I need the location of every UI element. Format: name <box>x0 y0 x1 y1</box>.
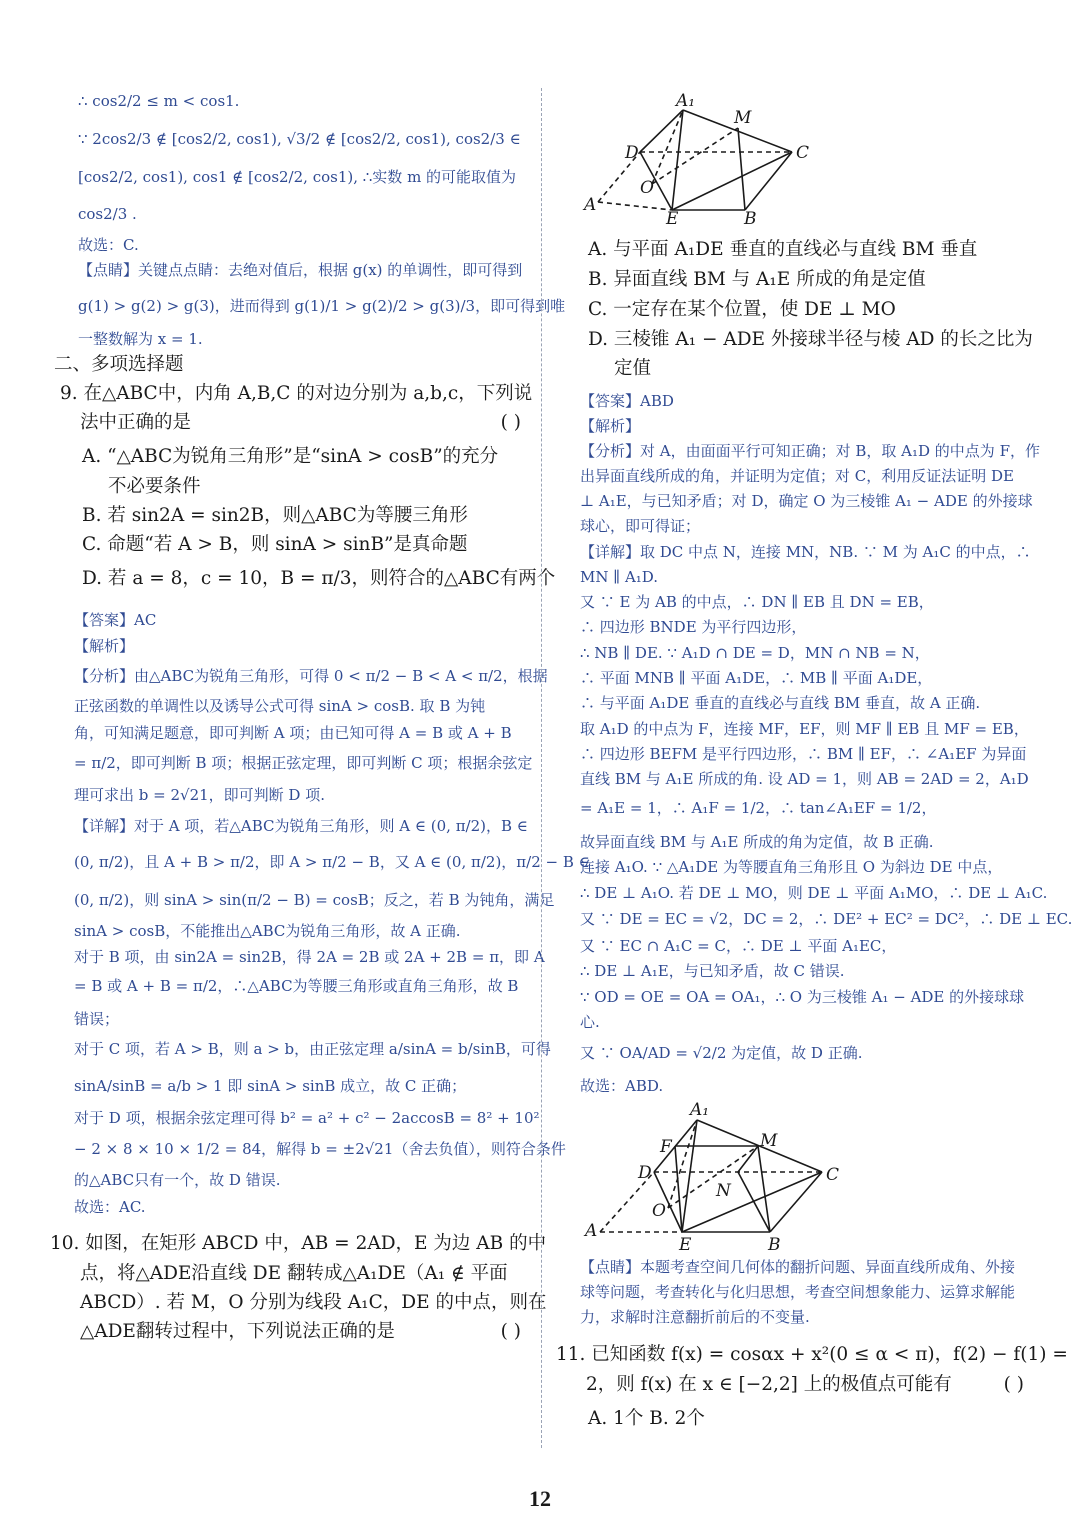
right-text-line <box>580 1283 1015 1301</box>
right-text-line <box>580 442 1040 460</box>
left-text-line <box>82 568 555 590</box>
edge-BC <box>770 1172 822 1232</box>
line-text: 【点睛】本题考查空间几何体的翻折问题、异面直线所成角、外接 <box>580 1258 1016 1276</box>
line-text: 又 ∵ E 为 AB 的中点，∴ DN ∥ EB 且 DN = EB， <box>580 593 934 611</box>
edge-OM <box>652 128 738 184</box>
line-text: 故异面直线 BM 与 A₁E 所成的角为定值，故 B 正确. <box>580 833 934 851</box>
line-text: 一整数解为 x = 1. <box>78 330 203 348</box>
label-O: O <box>652 1201 666 1221</box>
label-D: D <box>638 1163 652 1183</box>
line-text: 【解析】 <box>580 417 641 435</box>
line-text: 球等问题，考查转化与化归思想，考查空间想象能力、运算求解能 <box>580 1283 1016 1301</box>
answer-paren: ( ) <box>1003 1374 1024 1395</box>
edge-NM <box>738 1146 758 1172</box>
edge-AE <box>598 202 672 210</box>
right-text-line <box>580 833 934 851</box>
left-text-line <box>80 1292 546 1314</box>
figure-solution-pyramid <box>580 1100 850 1262</box>
right-text-line <box>580 858 1002 876</box>
label-B: B <box>744 209 757 224</box>
line-text: sinA > cosB，不能推出△ABC为锐角三角形，故 A 正确. <box>74 922 461 940</box>
right-text-line <box>580 568 658 586</box>
right-text-line <box>580 799 936 817</box>
line-text: 【详解】取 DC 中点 N，连接 MN，NB. ∵ M 为 A₁C 的中点，∴ <box>580 543 1031 561</box>
line-text: (0, π/2)，且 A + B > π/2，即 A > π/2 − B，又 A ∈ (0, π/2)，π/2 − B ∈ <box>74 853 590 871</box>
label-B: B <box>768 1235 781 1255</box>
right-text-line <box>580 644 930 662</box>
label-O: O <box>640 178 654 198</box>
line-text: ∴ 平面 MNB ∥ 平面 A₁DE，∴ MB ∥ 平面 A₁DE， <box>580 669 933 687</box>
line-text: 出异面直线所成的角，并证明为定值；对 C，利用反证法证明 DE <box>580 467 1014 485</box>
line-text: 对于 D 项，根据余弦定理可得 b² = a² + c² − 2accosB = 8² + 10² <box>74 1109 540 1127</box>
right-text-line <box>580 937 896 955</box>
left-text-line <box>78 236 139 254</box>
edge-OM <box>668 1146 758 1208</box>
line-text: MN ∥ A₁D. <box>580 568 659 586</box>
left-text-line <box>108 476 201 498</box>
line-text: ∴ 四边形 BNDE 为平行四边形， <box>580 618 807 636</box>
line-text: 对于 B 项，由 sin2A = sin2B，得 2A = 2B 或 2A + 2B = π，即 A <box>74 948 545 966</box>
line-text: ∴ cos2/2 ≤ m < cos1. <box>78 92 240 110</box>
left-text-line <box>78 168 516 186</box>
line-text: ∵ OD = OE = OA = OA₁，∴ O 为三棱锥 A₁ − ADE 的外接球球 <box>580 988 1025 1006</box>
edge-A1E <box>682 1120 697 1232</box>
right-text-line <box>580 593 934 611</box>
left-text-line <box>74 611 156 629</box>
line-text: 定值 <box>614 358 652 379</box>
right-text-line <box>580 517 700 535</box>
label-A1: A₁ <box>676 92 696 111</box>
answer-paren: ( ) <box>500 1321 521 1342</box>
left-text-line <box>74 786 325 804</box>
line-text: △ADE翻转过程中，下列说法正确的是 <box>80 1321 395 1342</box>
line-text: = π/2，即可判断 B 项；根据正弦定理，即可判断 C 项；根据余弦定 <box>74 754 533 772</box>
line-text: 2，则 f(x) 在 x ∈ [−2,2] 上的极值点可能有 <box>586 1374 952 1395</box>
figure-svg-1 <box>580 92 820 224</box>
right-text-line <box>580 1308 810 1326</box>
line-text: 又 ∵ DE = EC = √2，DC = 2，∴ DE² + EC² = DC²，∴ DE ⊥ EC. <box>580 910 1073 928</box>
line-text: 又 ∵ OA/AD = √2/2 为定值，故 D 正确. <box>580 1044 863 1062</box>
left-text-line <box>82 505 468 527</box>
left-text-line <box>80 1263 508 1285</box>
right-text-line <box>556 1344 1068 1366</box>
right-text-line <box>588 299 896 321</box>
line-text: 理可求出 b = 2√21，即可判断 D 项. <box>74 786 325 804</box>
line-text: cos2/3 . <box>78 205 137 223</box>
left-text-line <box>74 754 532 772</box>
line-text: C. 命题“若 A > B，则 sinA > sinB”是真命题 <box>82 534 468 555</box>
left-text-line <box>82 534 468 556</box>
line-text: 故选：ABD. <box>580 1077 664 1095</box>
label-E: E <box>679 1235 692 1255</box>
right-text-line <box>580 467 1014 485</box>
line-text: ⊥ A₁E，与已知矛盾；对 D，确定 O 为三棱锥 A₁ − ADE 的外接球 <box>580 492 1033 510</box>
right-text-line <box>580 988 1024 1006</box>
line-text: − 2 × 8 × 10 × 1/2 = 84，解得 b = ±2√21（舍去负值），则符合条件 <box>74 1140 566 1158</box>
left-text-line <box>78 130 521 148</box>
line-text: 取 A₁D 的中点为 F，连接 MF，EF，则 MF ∥ EB 且 MF = EB， <box>580 720 1029 738</box>
line-text: B. 异面直线 BM 与 A₁E 所成的角是定值 <box>588 269 926 290</box>
label-C: C <box>796 143 810 163</box>
page-number: 12 <box>529 1486 551 1511</box>
line-text: 【分析】由△ABC为锐角三角形，可得 0 < π/2 − B < A < π/2，根据 <box>74 667 548 685</box>
label-D: D <box>625 143 639 163</box>
line-text: 不必要条件 <box>108 476 201 497</box>
right-text-line <box>580 884 1047 902</box>
left-text-line <box>74 1077 466 1095</box>
line-text: 二、多项选择题 <box>54 354 184 375</box>
left-text-line <box>74 1198 146 1216</box>
left-text-line <box>74 817 528 835</box>
right-text-line <box>580 745 1026 763</box>
left-text-line <box>78 261 522 279</box>
line-text: ABCD）. 若 M，O 分别为线段 A₁C，DE 的中点，则在 <box>80 1292 547 1313</box>
line-text: 正弦函数的单调性以及诱导公式可得 sinA > cosB. 取 B 为钝 <box>74 697 486 715</box>
right-text-line <box>580 1013 600 1031</box>
left-text-line <box>60 383 532 405</box>
line-text: 直线 BM 与 A₁E 所成的角. 设 AD = 1，则 AB = 2AD = 2，A₁D <box>580 770 1029 788</box>
line-text: 【点睛】关键点点睛：去绝对值后，根据 g(x) 的单调性，即可得到 <box>78 261 523 279</box>
left-text-line <box>74 1040 551 1058</box>
left-text-line <box>82 446 498 468</box>
right-text-line <box>580 618 806 636</box>
line-text: 对于 C 项，若 A > B，则 a > b，由正弦定理 a/sinA = b/sinB，可得 <box>74 1040 551 1058</box>
line-text: 【答案】AC <box>74 611 157 629</box>
left-text-line <box>80 1321 395 1343</box>
label-A: A <box>584 195 597 215</box>
left-text-line <box>74 922 461 940</box>
line-text: B. 若 sin2A = sin2B，则△ABC为等腰三角形 <box>82 505 468 526</box>
right-text-line <box>580 910 1072 928</box>
line-text: ∴ 与平面 A₁DE 垂直的直线必与直线 BM 垂直，故 A 正确. <box>580 694 981 712</box>
left-text-line <box>74 977 518 995</box>
right-text-line <box>580 492 1033 510</box>
line-text: 连接 A₁O. ∵ △A₁DE 为等腰直角三角形且 O 为斜边 DE 中点， <box>580 858 1003 876</box>
right-text-line <box>580 720 1029 738</box>
line-text: C. 一定存在某个位置，使 DE ⊥ MO <box>588 299 896 320</box>
left-text-line <box>78 330 203 348</box>
label-M: M <box>760 1131 778 1151</box>
right-text-line <box>614 358 651 380</box>
line-text: (0, π/2)，则 sinA > sin(π/2 − B) = cosB；反之，若 B 为钝角，满足 <box>74 891 555 909</box>
line-text: 点，将△ADE沿直线 DE 翻转成△A₁DE（A₁ ∉ 平面 <box>80 1263 508 1284</box>
left-text-line <box>74 724 512 742</box>
left-text-line <box>54 354 184 376</box>
left-text-line <box>80 412 191 434</box>
line-text: 9. 在△ABC中，内角 A,B,C 的对边分别为 a,b,c，下列说 <box>60 383 533 404</box>
line-text: ∴ 四边形 BEFM 是平行四边形，∴ BM ∥ EF，∴ ∠A₁EF 为异面 <box>580 745 1027 763</box>
left-text-line <box>78 92 239 110</box>
right-text-line <box>580 543 1031 561</box>
left-text-line <box>50 1233 546 1255</box>
right-text-line <box>588 329 1033 351</box>
left-text-line <box>78 205 137 223</box>
line-text: 10. 如图，在矩形 ABCD 中，AB = 2AD，E 为边 AB 的中 <box>50 1233 547 1254</box>
line-text: 又 ∵ EC ∩ A₁C = C，∴ DE ⊥ 平面 A₁EC， <box>580 937 897 955</box>
line-text: = A₁E = 1，∴ A₁F = 1/2，∴ tan∠A₁EF = 1/2， <box>580 799 937 817</box>
figure-folded-pyramid <box>580 92 820 228</box>
line-text: 心. <box>580 1013 600 1031</box>
line-text: = B 或 A + B = π/2，∴△ABC为等腰三角形或直角三角形，故 B <box>74 977 519 995</box>
left-text-line <box>74 891 554 909</box>
line-text: D. 三棱锥 A₁ − ADE 外接球半径与棱 AD 的长之比为 <box>588 329 1033 350</box>
line-text: sinA/sinB = a/b > 1 即 sinA > sinB 成立，故 C 正确； <box>74 1077 467 1095</box>
right-text-line <box>580 1044 862 1062</box>
edge-EC <box>672 152 792 210</box>
right-text-line <box>588 1408 705 1430</box>
left-text-line <box>74 853 590 871</box>
edge-OA1 <box>668 1120 697 1208</box>
line-text: 角，可知满足题意，即可判断 A 项；由已知可得 A = B 或 A + B <box>74 724 512 742</box>
left-text-line <box>74 667 548 685</box>
right-text-line <box>580 962 845 980</box>
line-text: ∴ DE ⊥ A₁O. 若 DE ⊥ MO，则 DE ⊥ 平面 A₁MO，∴ DE ⊥ A₁C. <box>580 884 1048 902</box>
line-text: A. 1个 B. 2个 <box>588 1408 705 1429</box>
left-text-line <box>74 637 134 655</box>
left-text-line <box>74 697 485 715</box>
line-text: ∴ NB ∥ DE. ∵ A₁D ∩ DE = D，MN ∩ NB = N， <box>580 644 930 662</box>
line-text: 故选：C. <box>78 236 139 254</box>
label-A: A <box>585 1221 598 1241</box>
edge-DA1 <box>640 110 683 152</box>
right-text-line <box>588 239 977 261</box>
right-text-line <box>580 770 1029 788</box>
right-text-line <box>580 669 932 687</box>
label-C: C <box>826 1165 840 1185</box>
line-text: 法中正确的是 <box>80 412 192 433</box>
label-F: F <box>660 1137 672 1157</box>
line-text: 故选：AC. <box>74 1198 146 1216</box>
line-text: 【解析】 <box>74 637 135 655</box>
line-text: 【分析】对 A，由面面平行可知正确；对 B，取 A₁D 的中点为 F，作 <box>580 442 1040 460</box>
right-text-line <box>580 392 674 410</box>
line-text: [cos2/2, cos1), cos1 ∉ [cos2/2, cos1), ∴实数 m 的可能取值为 <box>78 168 517 186</box>
left-text-line <box>78 297 565 315</box>
right-text-line <box>588 269 926 291</box>
answer-paren: ( ) <box>500 412 521 433</box>
line-text: 错误； <box>74 1010 120 1028</box>
line-text: 【详解】对于 A 项，若△ABC为锐角三角形，则 A ∈ (0, π/2)，B ∈ <box>74 817 528 835</box>
column-divider <box>541 88 542 1448</box>
edge-EC <box>682 1172 822 1232</box>
left-text-line <box>74 948 545 966</box>
figure-svg-2 <box>580 1100 850 1258</box>
label-M: M <box>734 108 752 128</box>
left-text-line <box>74 1109 540 1127</box>
line-text: ∵ 2cos2/3 ∉ [cos2/2, cos1), √3/2 ∉ [cos2/2, cos1), cos2/3 ∈ <box>78 130 521 148</box>
line-text: 【答案】ABD <box>580 392 674 410</box>
label-N: N <box>716 1181 731 1201</box>
line-text: 球心，即可得证； <box>580 517 701 535</box>
left-text-line <box>74 1140 566 1158</box>
line-text: 的△ABC只有一个，故 D 错误. <box>74 1171 281 1189</box>
right-text-line <box>580 1077 663 1095</box>
label-E: E <box>666 209 679 224</box>
edge-BC <box>745 152 792 210</box>
line-text: D. 若 a = 8，c = 10，B = π/3，则符合的△ABC有两个 <box>82 568 556 589</box>
left-text-line <box>74 1171 280 1189</box>
right-text-line <box>580 417 640 435</box>
label-A1: A₁ <box>690 1100 710 1120</box>
right-text-line <box>586 1374 952 1396</box>
line-text: A. 与平面 A₁DE 垂直的直线必与直线 BM 垂直 <box>588 239 978 260</box>
line-text: g(1) > g(2) > g(3)，进而得到 g(1)/1 > g(2)/2 > g(3)/3，即可得到唯 <box>78 297 566 315</box>
line-text: A. “△ABC为锐角三角形”是“sinA > cosB”的充分 <box>82 446 499 467</box>
line-text: 力，求解时注意翻折前后的不变量. <box>580 1308 810 1326</box>
edge-MB <box>738 128 745 210</box>
line-text: ∴ DE ⊥ A₁E，与已知矛盾，故 C 错误. <box>580 962 845 980</box>
line-text: 11. 已知函数 f(x) = cosαx + x²(0 ≤ α < π)，f(2) − f(1) = <box>556 1344 1068 1365</box>
right-text-line <box>580 694 980 712</box>
left-text-line <box>74 1010 119 1028</box>
